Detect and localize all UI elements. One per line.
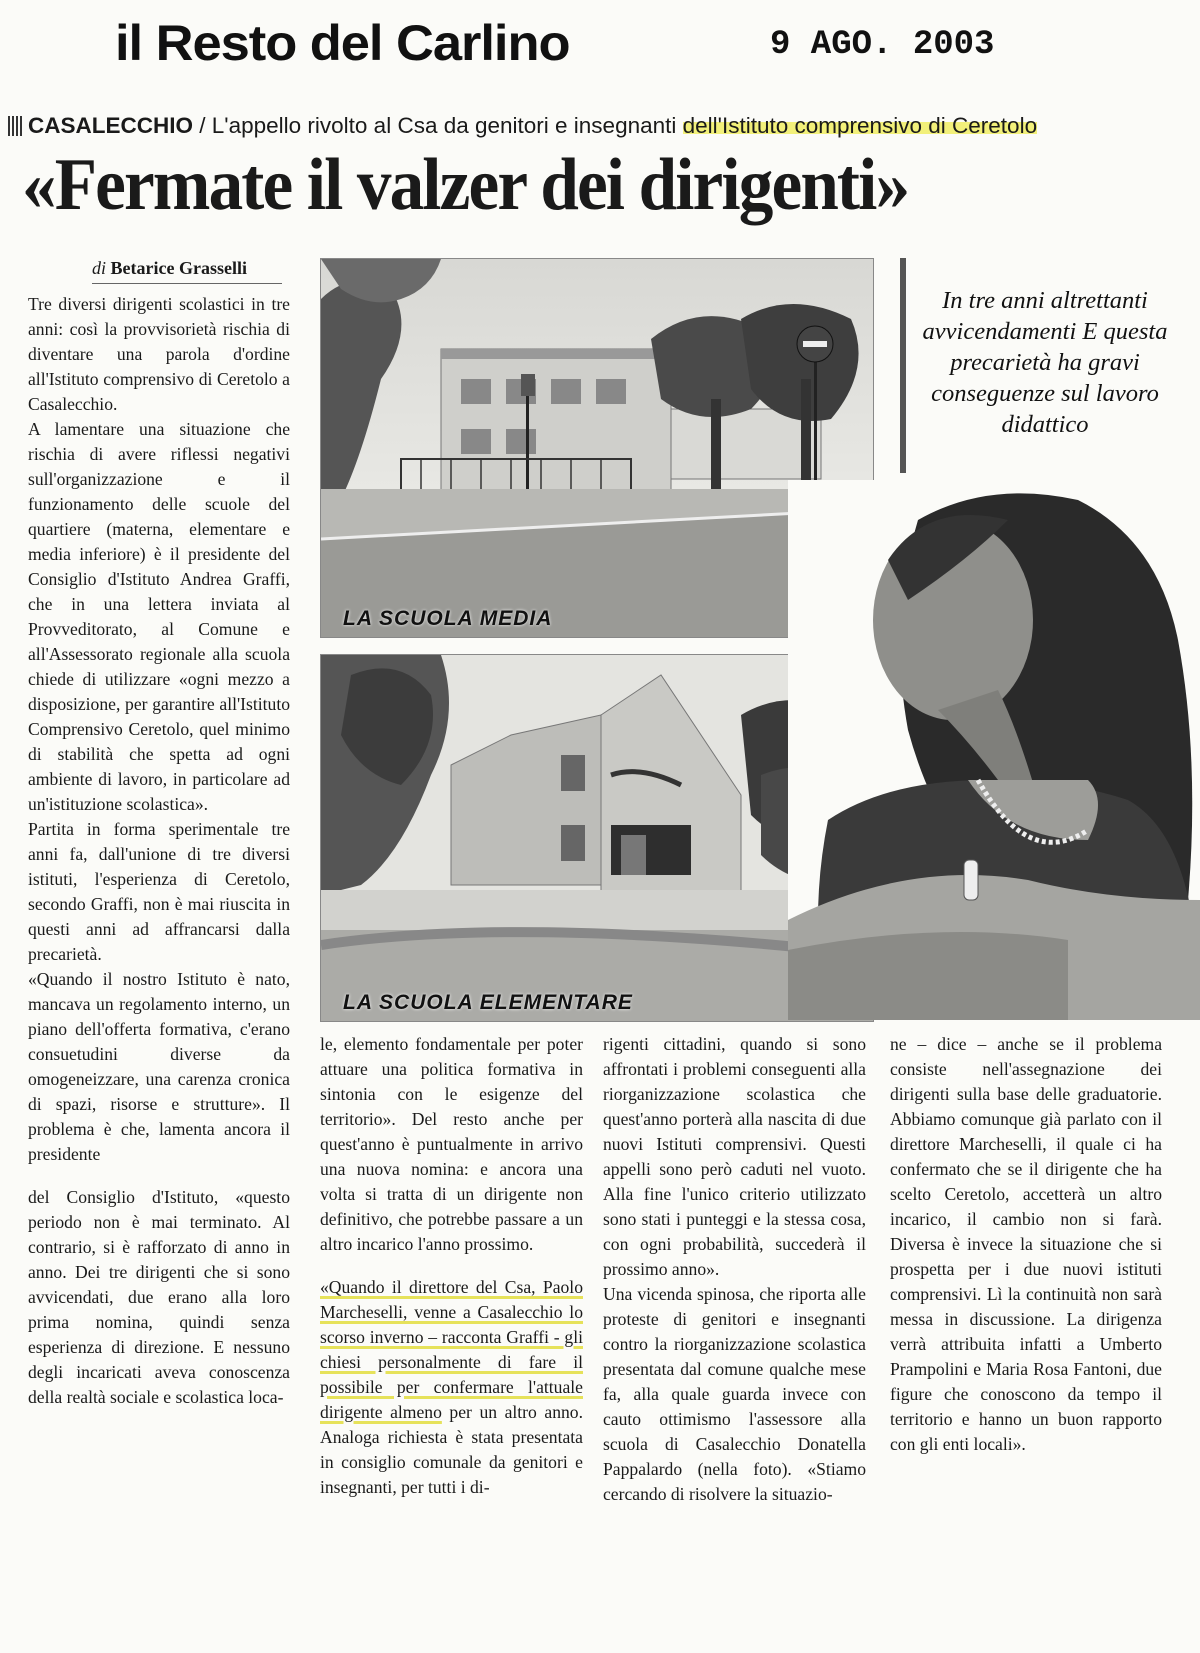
- photo-caption: LA SCUOLA MEDIA: [343, 607, 553, 630]
- kicker-line: [8, 113, 1193, 141]
- paragraph: del Consiglio d'Istituto, «questo periodo non è mai terminato. Al contrario, si è rafforzato di anno in anno. Dei tre dirigenti che si sono avvicendati, due erano alla loro prima nomina, quindi senza esperienza di direzione. E nessuno degli incaricati aveva conoscenza della realtà sociale e scolastica loca-: [28, 1187, 290, 1407]
- paragraph: rigenti cittadini, quando si sono affrontati i problemi conseguenti alla riorganizzazione scolastica che quest'anno porterà alla nascita di due nuovi Istituti comprensivi. Questi appelli sono però caduti nel vuoto. Alla fine l'unico criterio utilizzato sono stati i punteggi e la stessa cosa, con ogni probabilità, succederà il prossimo anno».: [603, 1034, 866, 1279]
- paragraph: Partita in forma sperimentale tre anni fa, dall'unione di tre diversi istituti, l'esperienza di Ceretolo, secondo Graffi, non è mai riuscita in questi anni ad affrancarsi dalla precarietà.: [28, 819, 290, 964]
- paragraph-tail: per un altro anno. Analoga richiesta è stata presentata in consiglio comunale da genitori e insegnanti, per tutti i di-: [320, 1402, 583, 1497]
- byline: [92, 258, 282, 284]
- paragraph: A lamentare una situazione che rischia di avere riflessi negativi sull'organizzazione e il funzionamento delle scuole del quartiere (materna, elementare e media inferiore) è il presidente del Consiglio d'Istituto Andrea Graffi, che in una lettera inviata al Provveditorato, al Comune e all'Assessorato regionale alla scuola chiede di utilizzare «ogni mezzo a disposizione, per garantire all'Istituto Comprensivo Ceretolo, quel minimo di stabilità che spetta ad ogni ambiente di lavoro, in particolare ad un'istituzione scolastica».: [28, 419, 290, 814]
- byline-author: Betarice Grasselli: [110, 258, 247, 278]
- paragraph: ne – dice – anche se il problema consiste nell'assegnazione dei dirigenti sulla base delle graduatorie. Abbiamo comunque già parlato con il direttore Marcheselli, il quale ci ha confermato che se il dirigente che ha scelto Ceretolo, accetterà un altro incarico, il cambio non si farà. Diversa è invece la situazione che si prospetta per i due nuovi istituti comprensivi. Lì la continuità non sarà messa in discussione. La dirigenza verrà attribuita infatti a Umberto Prampolini e Maria Rosa Fantoni, due figure che conoscono da tempo il territorio e hanno un buon rapporto con gli enti locali».: [890, 1034, 1162, 1454]
- photo-caption: LA SCUOLA ELEMENTARE: [343, 991, 633, 1014]
- pull-quote: In tre anni altrettanti avvicendamenti E questa precarietà ha gravi conseguenze sul lavoro didattico: [922, 287, 1168, 438]
- woman-portrait-image: [788, 480, 1200, 1020]
- kicker-text-highlighted: dell'Istituto comprensivo di Ceretolo: [682, 113, 1038, 138]
- paragraph-highlighted: [320, 1275, 583, 1500]
- highlighted-quote: «Quando il direttore del Csa, Paolo Marcheselli, venne a Casalecchio lo scorso inverno – racconta Graffi - gli chiesi personalmente di fare il possibile per confermare l'attuale dirigente almeno: [320, 1277, 583, 1422]
- paragraph: le, elemento fondamentale per poter attuare una politica formativa in sintonia con le esigenze del territorio». Del resto anche per quest'anno è puntualmente in arrivo una nuova nomina: e ancora una volta si tratta di un dirigente non definitivo, che potrebbe passare a un altro incarico l'anno prossimo.: [320, 1034, 583, 1254]
- kicker-location: CASALECCHIO: [28, 113, 194, 138]
- article-column-3: [603, 1032, 866, 1632]
- paragraph: «Quando il nostro Istituto è nato, mancava un regolamento interno, un piano dell'offerta formativa, c'erano consuetudini diverse da omogeneizzare, una carenza cronica di spazi, risorse e strutture». Il problema è che, lamenta ancora il presidente: [28, 969, 290, 1164]
- kicker-separator: /: [193, 113, 212, 138]
- headline: «Fermate il valzer dei dirigenti»: [22, 144, 909, 226]
- article-column-2: [320, 1032, 583, 1632]
- paragraph: Tre diversi dirigenti scolastici in tre anni: così la provvisorietà rischia di diventare una parola d'ordine all'Istituto comprensivo di Ceretolo a Casalecchio.: [28, 294, 290, 414]
- masthead-logo: il Resto del Carlino: [115, 15, 570, 71]
- kicker-text: L'appello rivolto al Csa da genitori e insegnanti: [211, 113, 683, 138]
- byline-prefix: di: [92, 258, 111, 278]
- article-column-1: [28, 292, 290, 1627]
- paragraph: Una vicenda spinosa, che riporta alle proteste di genitori e insegnanti contro la riorganizzazione scolastica presentata dal comune qualche mese fa, alla quale guarda invece con cauto ottimismo l'assessore alla scuola di Casalecchio Donatella Pappalardo (nella foto). «Stiamo cercando di risolvere la situazio-: [603, 1284, 866, 1504]
- kicker-bullet-icon: [8, 116, 22, 136]
- publication-date: 9 AGO. 2003: [770, 26, 995, 64]
- portrait-photo: [788, 480, 1200, 1020]
- article-column-4: [890, 1032, 1162, 1632]
